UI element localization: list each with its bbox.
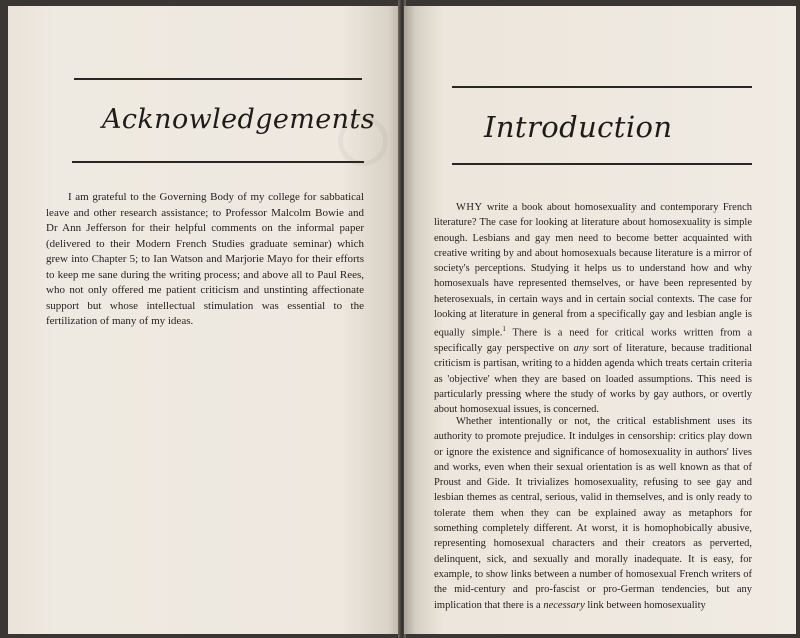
footnote-marker: 1	[502, 325, 506, 334]
paragraph-2-text-b: link between homosexuality	[584, 599, 706, 611]
acknowledgements-heading: Acknowledgements	[102, 104, 375, 135]
acknowledgements-text: I am grateful to the Governing Body of my college for sabbatical leave and other research assistance; to Professor Malcolm Bowie and Dr Ann Jefferson for their helpful comments on the informal paper (delivered to their Modern French Studies graduate seminar) which grew into Chapter 5; to Ian Watson and Marjorie Mayo for their efforts to keep me sane during the writing process; and above all to Paul Rees, who not only offered me patient criticism and unstinting affectionate support but whose intellectual stimulation was essential to the fertilization of many of my ideas.	[46, 191, 364, 327]
introduction-heading: Introduction	[484, 110, 673, 144]
opening-small-caps: WHY	[456, 202, 483, 213]
heading-top-rule	[452, 86, 752, 88]
right-page	[404, 6, 796, 634]
emphasis-any: any	[573, 343, 589, 355]
emphasis-necessary: necessary	[543, 599, 585, 611]
paragraph-1-text-c: sort of literature, because traditional criticism is partisan, writing to a hidden agenda which treats certain criteria as 'objective' when they are based on loaded assumptions. This need is particularly pressing where the study of works by gay authors, or overtly about homosexual issues, is concerned.	[434, 343, 752, 416]
paragraph-1-text-a: write a book about homosexuality and contemporary French literature? The case for looking at literature about homosexuality is simple enough. Lesbians and gay men need to become better acquainted with creative writing by and about homosexuals because literature is a mirror of society's perceptions. Studying it helps us to understand how and why homosexuals have represented themselves, or have been represented by heterosexuals, in certain ways and in certain social contexts. The case for looking at literature in general from a specifically gay and lesbian angle is equally simple.	[434, 202, 752, 339]
paragraph-1-text-b: There is a need for critical works written from a specifically gay perspective on	[434, 327, 753, 355]
introduction-paragraph-2	[434, 414, 752, 613]
left-page	[8, 6, 400, 634]
heading-bottom-rule	[452, 163, 752, 165]
introduction-paragraph-1	[434, 200, 752, 418]
heading-top-rule	[74, 78, 362, 80]
heading-bottom-rule	[72, 161, 364, 163]
paragraph-2-text-a: Whether intentionally or not, the critical establishment uses its authority to promote prejudice. It indulges in censorship: critics play down or ignore the existence and significance of homosexuality in authors' lives and works, even when their sexual orientation is as well known as that of Proust and Gide. It trivializes homosexuality, refusing to see gay and lesbian themes as central, serious, valid in themselves, and is only ready to tolerate them when they can be explained away as metaphors for something completely different. At worst, it is homophobically abusive, representing homosexual characters and their creators as perverted, delinquent, sick, and sexually and morally inadequate. It is easy, for example, to show links between a number of homosexual French writers of the mid-century and pro-fascist or pro-German tendencies, but any implication that there is a	[434, 416, 752, 611]
